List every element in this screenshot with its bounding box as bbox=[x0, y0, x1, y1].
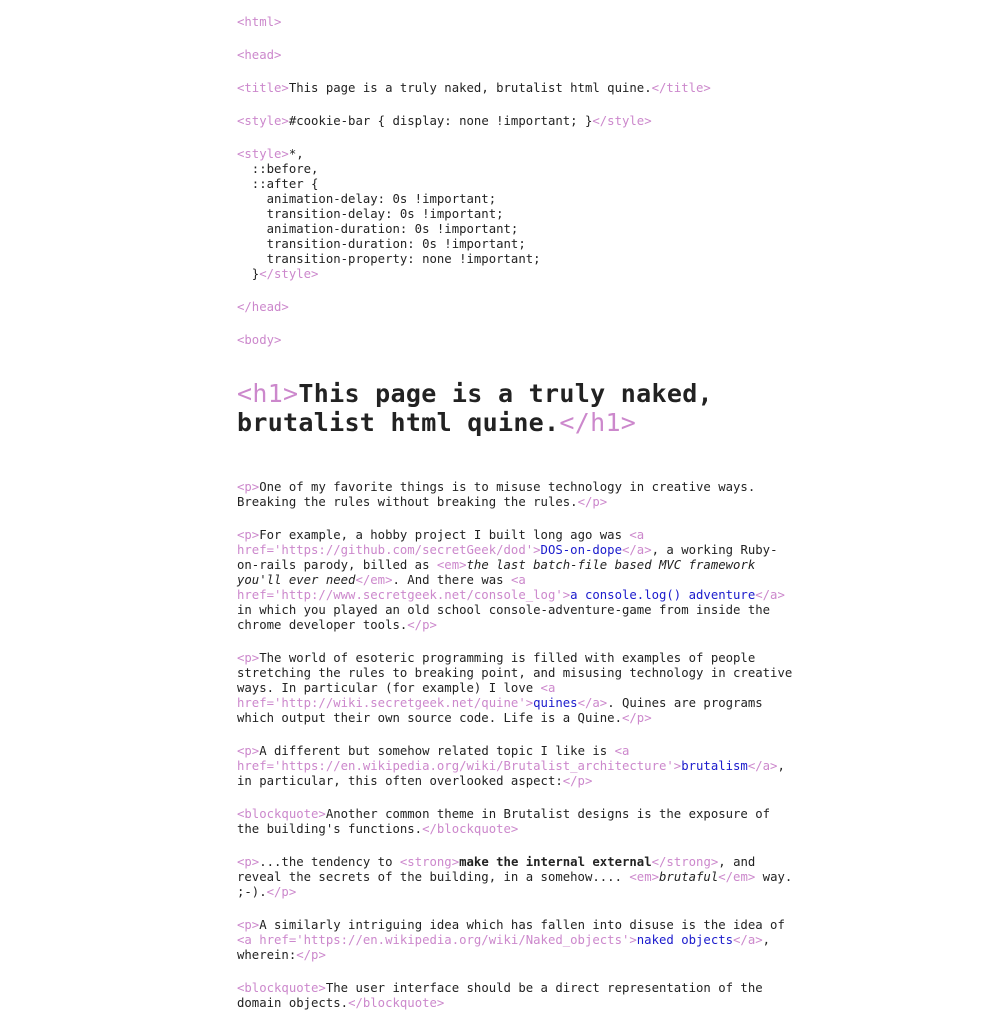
tag: </a> bbox=[733, 933, 763, 947]
emphasis-text: brutaful bbox=[659, 870, 719, 884]
title-line bbox=[237, 81, 797, 96]
blockquote-2 bbox=[237, 981, 797, 1011]
tag: <a href='http://wiki.secretgeek.net/quine'> bbox=[237, 681, 556, 710]
tag: </blockquote> bbox=[422, 822, 519, 836]
tag: </head> bbox=[237, 300, 289, 314]
tag: </p> bbox=[562, 774, 593, 788]
paragraph-5 bbox=[237, 855, 797, 900]
tag: </em> bbox=[355, 573, 393, 587]
paragraph-text: The world of esoteric programming is filled with examples of people stretching the rules to breaking point, and misusing technology in creative ways. In particular (for example) I love bbox=[237, 651, 793, 695]
page-heading bbox=[237, 379, 797, 437]
style-block-2 bbox=[237, 147, 797, 282]
paragraph-text: A different but somehow related topic I like is bbox=[259, 744, 615, 758]
head-close-line bbox=[237, 300, 797, 315]
quine-document bbox=[237, 15, 797, 1029]
tag: <a href='https://github.com/secretGeek/dod'> bbox=[237, 528, 645, 557]
tag: </a> bbox=[747, 759, 778, 773]
paragraph-1 bbox=[237, 480, 797, 510]
console-log-adventure-link[interactable]: a console.log() adventure bbox=[570, 588, 756, 602]
tag: <blockquote> bbox=[237, 981, 326, 995]
tag: <h1> bbox=[237, 379, 299, 408]
quines-link[interactable]: quines bbox=[533, 696, 578, 710]
heading-text: This page is a truly naked, brutalist html quine. bbox=[237, 379, 713, 437]
tag: <title> bbox=[237, 81, 289, 95]
paragraph-text: One of my favorite things is to misuse technology in creative ways. Breaking the rules without breaking the rules. bbox=[237, 480, 756, 509]
tag: </p> bbox=[407, 618, 437, 632]
naked-objects-link[interactable]: naked objects bbox=[636, 933, 734, 947]
paragraph-text: For example, a hobby project I built long ago was bbox=[259, 528, 630, 542]
style-text-2: *, ::before, ::after { animation-delay: 0s !important; transition-delay: 0s !important; animation-duration: 0s !important; transition-duration: 0s !important; transition-property: none !important; } bbox=[251, 147, 541, 281]
tag: </em> bbox=[718, 870, 756, 884]
tag: <a href='http://www.secretgeek.net/console_log'> bbox=[237, 573, 571, 602]
tag: <p> bbox=[237, 480, 260, 494]
tag: <blockquote> bbox=[237, 807, 326, 821]
tag: <em> bbox=[629, 870, 660, 884]
tag: <p> bbox=[237, 744, 260, 758]
tag: </style> bbox=[592, 114, 652, 128]
blockquote-1 bbox=[237, 807, 797, 837]
paragraph-text: . And there was bbox=[392, 573, 511, 587]
tag: </p> bbox=[296, 948, 326, 962]
brutalism-link[interactable]: brutalism bbox=[681, 759, 748, 773]
tag: </p> bbox=[577, 495, 608, 509]
paragraph-text: ...the tendency to bbox=[259, 855, 400, 869]
tag: <p> bbox=[237, 918, 260, 932]
tag: </a> bbox=[577, 696, 608, 710]
tag: <em> bbox=[436, 558, 467, 572]
paragraph-text: . Quines are programs which output their own source code. Life is a Quine. bbox=[237, 696, 763, 725]
tag: </a> bbox=[621, 543, 652, 557]
body-open-line bbox=[237, 333, 797, 348]
tag: <p> bbox=[237, 855, 260, 869]
paragraph-text: way. ;-). bbox=[237, 870, 793, 899]
paragraph-text: , and reveal the secrets of the building, in a somehow.... bbox=[237, 855, 756, 884]
strong-text: make the internal external bbox=[459, 855, 652, 869]
title-text: This page is a truly naked, brutalist html quine. bbox=[288, 81, 652, 95]
paragraph-text: , wherein: bbox=[237, 933, 771, 962]
paragraph-2 bbox=[237, 528, 797, 633]
tag: <p> bbox=[237, 651, 260, 665]
tag: <a href='https://en.wikipedia.org/wiki/Brutalist_architecture'> bbox=[237, 744, 682, 773]
tag: </style> bbox=[259, 267, 319, 281]
tag: <style> bbox=[237, 147, 289, 161]
blockquote-text: The user interface should be a direct representation of the domain objects. bbox=[237, 981, 763, 1010]
emphasis-text: the last batch-file based MVC framework you'll ever need bbox=[237, 558, 756, 587]
paragraph-6 bbox=[237, 918, 797, 963]
paragraph-4 bbox=[237, 744, 797, 789]
tag: <html> bbox=[237, 15, 282, 29]
tag: <strong> bbox=[399, 855, 460, 869]
tag: <body> bbox=[237, 333, 282, 347]
blockquote-text: Another common theme in Brutalist designs is the exposure of the building's functions. bbox=[237, 807, 771, 836]
paragraph-text: , a working Ruby-on-rails parody, billed as bbox=[237, 543, 778, 572]
tag: </a> bbox=[755, 588, 785, 602]
paragraph-text: A similarly intriguing idea which has fallen into disuse is the idea of bbox=[259, 918, 785, 932]
style-text-1: #cookie-bar { display: none !important; } bbox=[288, 114, 593, 128]
tag: <a href='https://en.wikipedia.org/wiki/Naked_objects'> bbox=[237, 933, 637, 947]
style-line-1 bbox=[237, 114, 797, 129]
tag: </title> bbox=[651, 81, 711, 95]
tag: <style> bbox=[237, 114, 289, 128]
tag: </blockquote> bbox=[348, 996, 445, 1010]
tag: </strong> bbox=[651, 855, 719, 869]
paragraph-text: , in particular, this often overlooked aspect: bbox=[237, 759, 785, 788]
tag: <p> bbox=[237, 528, 260, 542]
tag: </h1> bbox=[559, 408, 637, 437]
paragraph-3 bbox=[237, 651, 797, 726]
tag: </p> bbox=[621, 711, 652, 725]
html-open-line bbox=[237, 15, 797, 30]
head-open-line bbox=[237, 48, 797, 63]
dos-on-dope-link[interactable]: DOS-on-dope bbox=[540, 543, 622, 557]
tag: </p> bbox=[266, 885, 297, 899]
tag: <head> bbox=[237, 48, 282, 62]
paragraph-text: in which you played an old school console-adventure-game from inside the chrome developer tools. bbox=[237, 603, 771, 632]
